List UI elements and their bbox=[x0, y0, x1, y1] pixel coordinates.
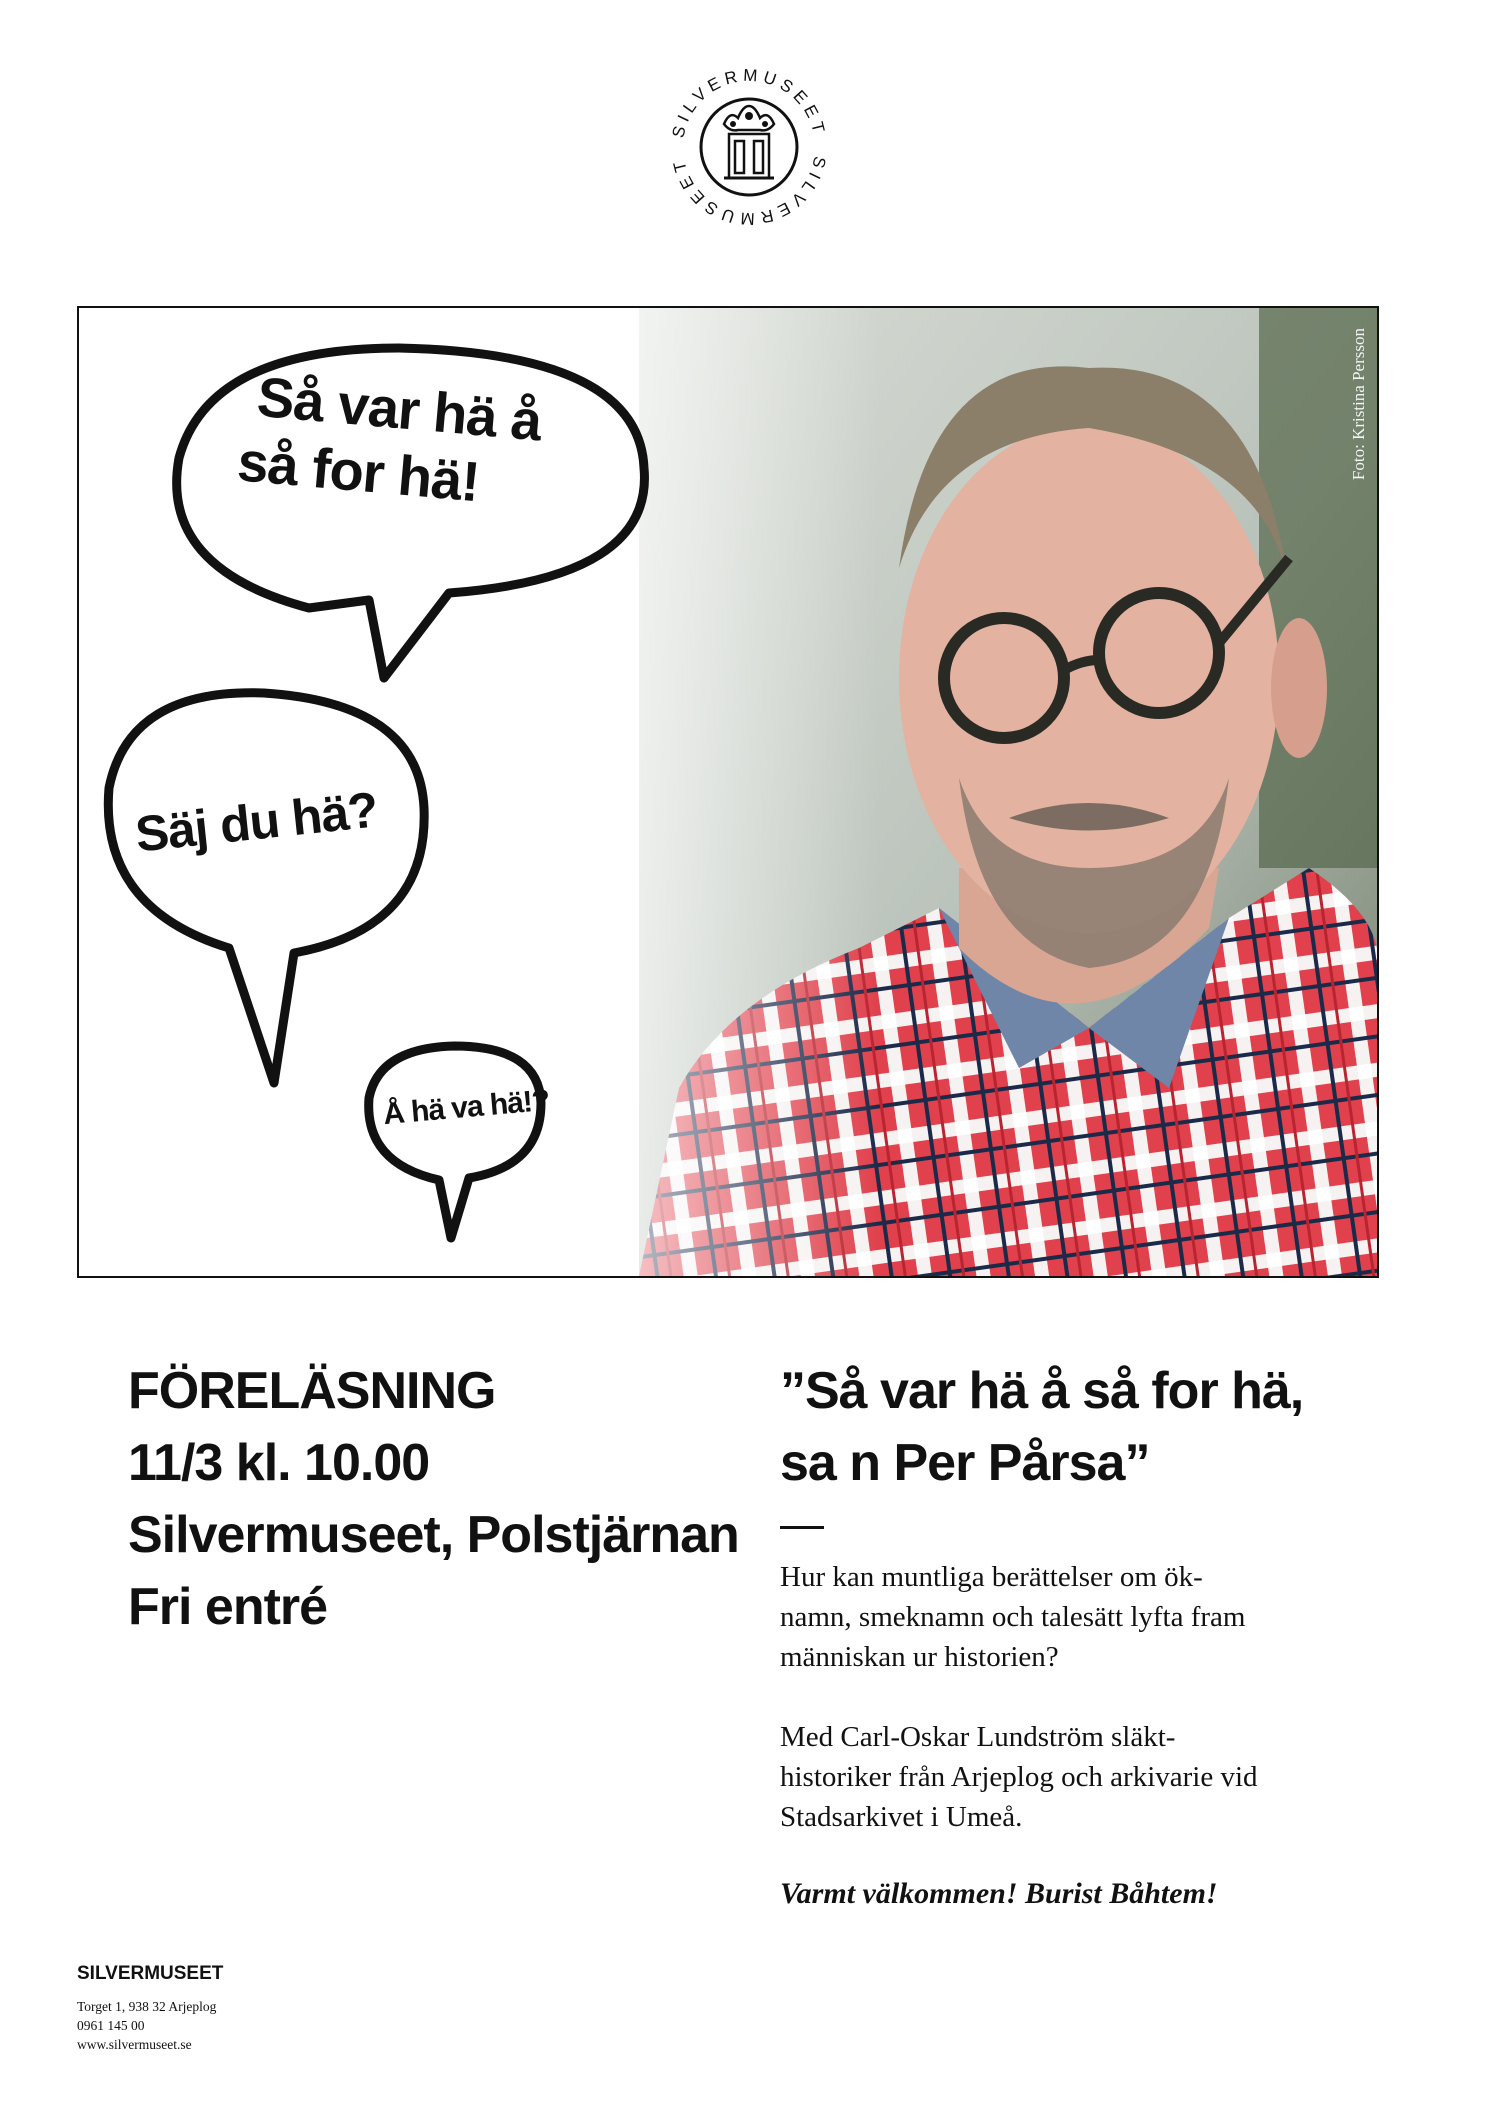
footer-phone: 0961 145 00 bbox=[77, 2018, 145, 2033]
speech-bubble-small-text: Å hä va hä!? bbox=[381, 1083, 551, 1132]
talk-title: ”Så var hä å så for hä, sa n Per Pårsa” bbox=[780, 1362, 1304, 1492]
footer-contact bbox=[77, 1963, 223, 2054]
event-location: Silvermuseet, Polstjärnan bbox=[128, 1506, 739, 1564]
event-datetime: 11/3 kl. 10.00 bbox=[128, 1434, 430, 1492]
photo-credit: Foto: Kristina Persson bbox=[1349, 328, 1368, 481]
title-divider bbox=[780, 1526, 824, 1529]
svg-text:SILVERMUSEET: SILVERMUSEET bbox=[668, 65, 830, 140]
footer-website: www.silvermuseet.se bbox=[77, 2037, 192, 2052]
welcome-text: Varmt välkommen! Burist Båhtem! bbox=[780, 1877, 1218, 1910]
talk-body bbox=[780, 1557, 1380, 1837]
footer-address: Torget 1, 938 32 Arjeplog bbox=[77, 1999, 217, 2014]
footer-museum-name: SILVERMUSEET bbox=[77, 1963, 224, 1984]
speech-bubble-large-text: Så var hä å så for hä! bbox=[235, 364, 544, 514]
event-admission: Fri entré bbox=[128, 1578, 328, 1636]
silvermuseet-logo-icon bbox=[666, 64, 832, 230]
svg-text:SILVERMUSEET: SILVERMUSEET bbox=[668, 154, 830, 229]
talk-paragraph-speaker: Med Carl-Oskar Lundström släkt- historiker från Arjeplog och arkivarie vid Stadsarkivet i Umeå. bbox=[780, 1721, 1258, 1833]
event-type: FÖRELÄSNING bbox=[128, 1362, 496, 1420]
talk-paragraph-question: Hur kan muntliga berättelser om ök- namn, smeknamn och talesätt lyfta fram människan ur historien? bbox=[780, 1561, 1246, 1673]
talk-description bbox=[780, 1355, 1380, 1911]
speech-bubble-medium-text: Säj du hä? bbox=[132, 781, 381, 863]
event-details bbox=[128, 1355, 739, 1643]
poster-photo bbox=[77, 306, 1379, 1278]
